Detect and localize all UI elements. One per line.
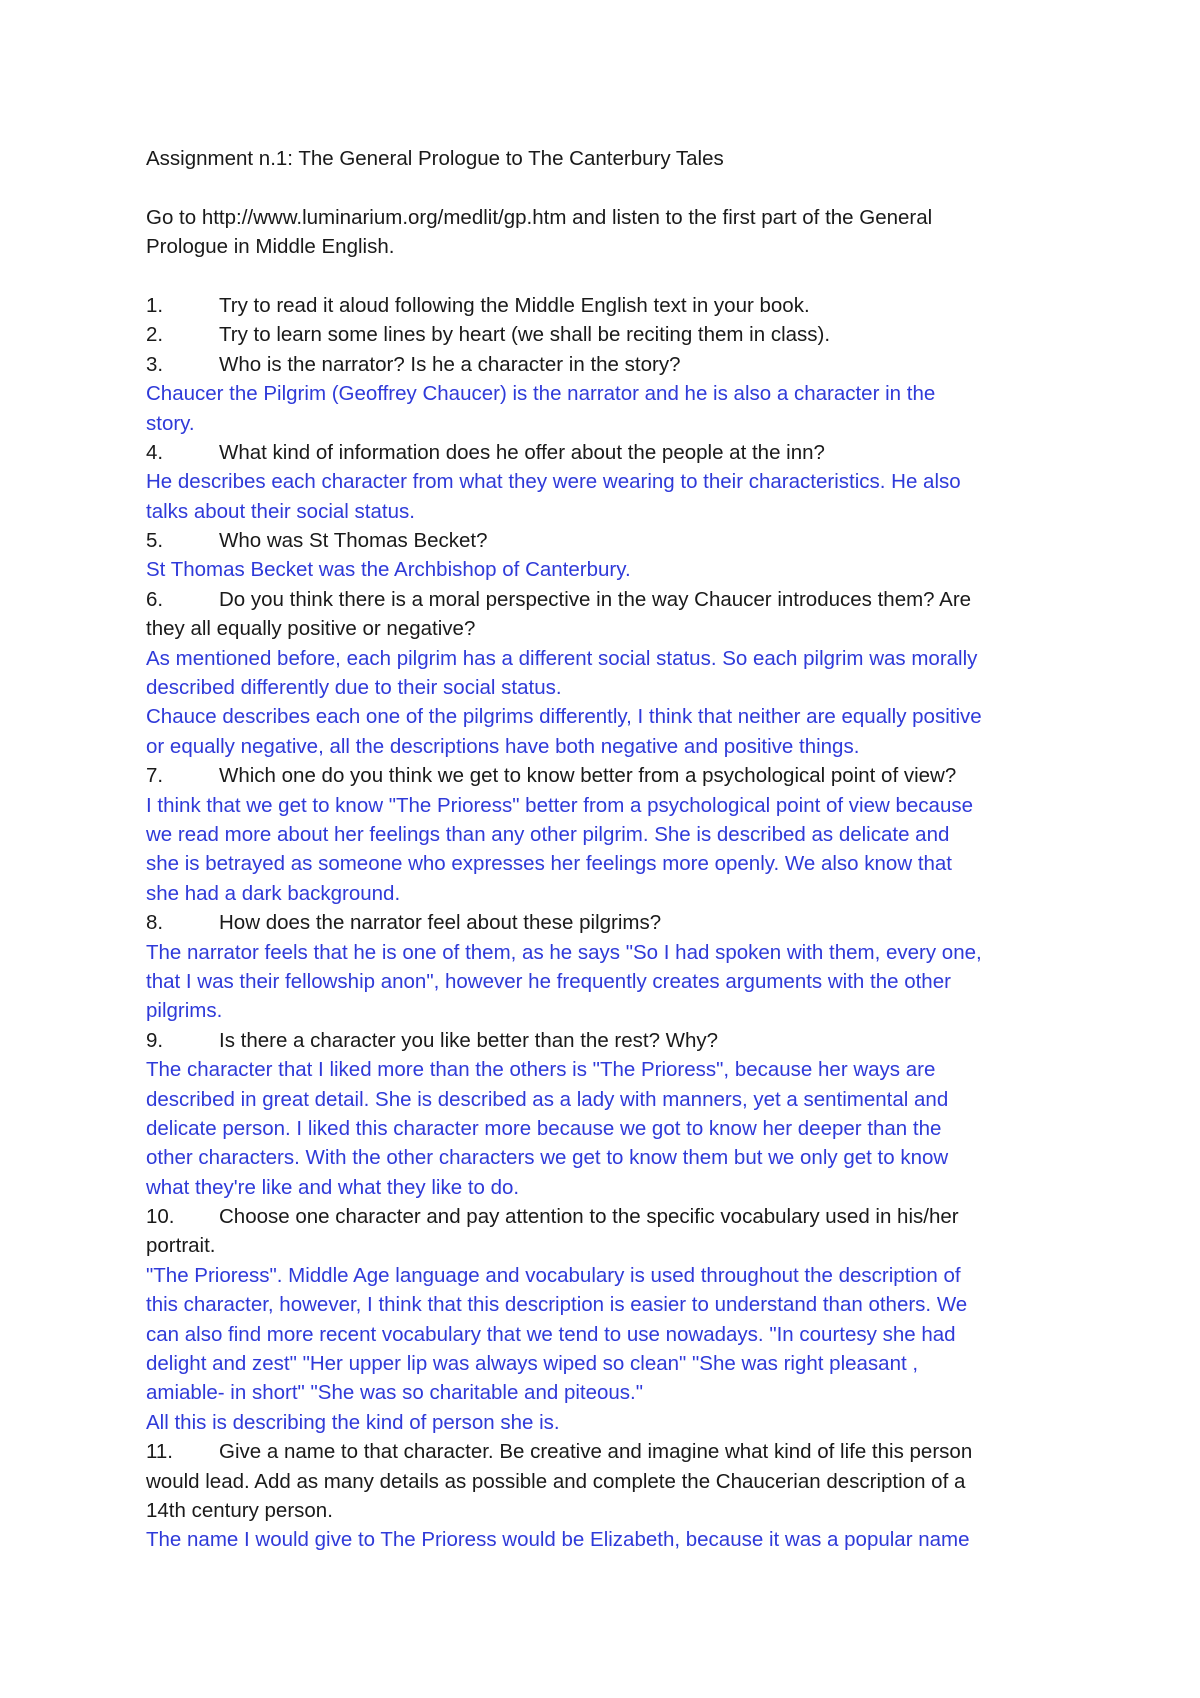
answer-line: I think that we get to know "The Prioress" better from a psychological point of view because: [146, 793, 973, 817]
answer-line: All this is describing the kind of person she is.: [146, 1410, 560, 1434]
question-text: Give a name to that character. Be creative and imagine what kind of life this person: [219, 1440, 973, 1464]
question-text: Try to read it aloud following the Middle English text in your book.: [219, 293, 810, 317]
question-number: 1.: [146, 293, 164, 317]
spacer: [146, 262, 1076, 291]
answer-line: this character, however, I think that this description is easier to understand than others. We: [146, 1293, 968, 1317]
intro-line: Prologue in Middle English.: [146, 235, 395, 259]
answer-line: she had a dark background.: [146, 881, 401, 905]
question-text: Who is the narrator? Is he a character in the story?: [219, 352, 681, 376]
question-number: 6.: [146, 587, 164, 611]
answer-line: St Thomas Becket was the Archbishop of Canterbury.: [146, 558, 631, 582]
question-line: [146, 1496, 1076, 1525]
question-line: [146, 1437, 1076, 1466]
question-line: [146, 614, 1076, 643]
answer-line: Chaucer the Pilgrim (Geoffrey Chaucer) is the narrator and he is also a character in the: [146, 382, 936, 406]
answer-line: Chauce describes each one of the pilgrims differently, I think that neither are equally positive: [146, 705, 982, 729]
document-title: Assignment n.1: The General Prologue to The Canterbury Tales: [146, 147, 724, 170]
question-number: 3.: [146, 352, 164, 376]
question-line: [146, 908, 1076, 937]
question-item: [146, 1026, 1076, 1202]
answer-line: He describes each character from what they were wearing to their characteristics. He also: [146, 470, 961, 494]
question-line: [146, 1026, 1076, 1055]
answer-line: story.: [146, 411, 195, 435]
question-text: Who was St Thomas Becket?: [219, 529, 488, 553]
question-line: [146, 1202, 1076, 1231]
answer-line: pilgrims.: [146, 999, 223, 1023]
answer-line: amiable- in short" "She was so charitable and piteous.": [146, 1381, 644, 1405]
question-number: 10.: [146, 1205, 175, 1229]
answer-line: that I was their fellowship anon", however he frequently creates arguments with the other: [146, 969, 951, 993]
answer-line: "The Prioress". Middle Age language and vocabulary is used throughout the description of: [146, 1263, 961, 1287]
answer-line: As mentioned before, each pilgrim has a different social status. So each pilgrim was morally: [146, 646, 978, 670]
question-text: they all equally positive or negative?: [146, 617, 476, 641]
question-item: [146, 1437, 1076, 1555]
answer-line: described in great detail. She is described as a lady with manners, yet a sentimental and: [146, 1087, 949, 1111]
answer-line: delight and zest" "Her upper lip was always wiped so clean" "She was right pleasant ,: [146, 1352, 919, 1376]
question-line: [146, 1467, 1076, 1496]
question-number: 9.: [146, 1028, 164, 1052]
question-item: [146, 1202, 1076, 1437]
answer-line: can also find more recent vocabulary that we tend to use nowadays. "In courtesy she had: [146, 1322, 956, 1346]
answer-line: or equally negative, all the descriptions have both negative and positive things.: [146, 734, 860, 758]
question-number: 8.: [146, 911, 164, 935]
answer-line: The character that I liked more than the others is "The Prioress", because her ways are: [146, 1058, 936, 1082]
question-line: [146, 1231, 1076, 1260]
answer-line: other characters. With the other characters we get to know them but we only get to know: [146, 1146, 949, 1170]
question-number: 11.: [146, 1440, 173, 1464]
question-line: [146, 350, 1076, 379]
question-line: [146, 761, 1076, 790]
question-text: How does the narrator feel about these pilgrims?: [219, 911, 662, 935]
question-item: [146, 526, 1076, 585]
question-item: [146, 350, 1076, 438]
question-text: Try to learn some lines by heart (we shall be reciting them in class).: [219, 323, 831, 347]
question-item: [146, 585, 1076, 761]
question-line: [146, 585, 1076, 614]
answer-line: what they're like and what they like to do.: [146, 1175, 520, 1199]
question-line: [146, 526, 1076, 555]
question-text: Do you think there is a moral perspective in the way Chaucer introduces them? Are: [219, 587, 972, 611]
question-item: [146, 908, 1076, 1026]
answer-line: The narrator feels that he is one of them, as he says "So I had spoken with them, every one,: [146, 940, 982, 964]
spacer: [146, 173, 1076, 202]
question-number: 4.: [146, 440, 164, 464]
question-text: Which one do you think we get to know better from a psychological point of view?: [219, 764, 957, 788]
question-line: [146, 291, 1076, 320]
answer-line: she is betrayed as someone who expresses her feelings more openly. We also know that: [146, 852, 953, 876]
answer-line: The name I would give to The Prioress would be Elizabeth, because it was a popular name: [146, 1528, 970, 1552]
question-text: What kind of information does he offer about the people at the inn?: [219, 440, 825, 464]
answer-line: we read more about her feelings than any other pilgrim. She is described as delicate and: [146, 822, 950, 846]
question-line: [146, 438, 1076, 467]
question-text: Is there a character you like better than the rest? Why?: [219, 1028, 719, 1052]
question-number: 2.: [146, 323, 164, 347]
question-text: portrait.: [146, 1234, 216, 1258]
answer-line: delicate person. I liked this character more because we got to know her deeper than the: [146, 1116, 942, 1140]
answer-line: talks about their social status.: [146, 499, 415, 523]
question-text: would lead. Add as many details as possible and complete the Chaucerian description of a: [146, 1469, 966, 1493]
question-text: Choose one character and pay attention to the specific vocabulary used in his/her: [219, 1205, 959, 1229]
question-item: [146, 291, 1076, 320]
document-content: [146, 144, 1076, 1555]
question-list: [146, 291, 1076, 1555]
question-item: [146, 320, 1076, 349]
question-number: 7.: [146, 764, 164, 788]
question-number: 5.: [146, 529, 164, 553]
answer-line: described differently due to their social status.: [146, 676, 562, 700]
intro-line: Go to http://www.luminarium.org/medlit/gp.htm and listen to the first part of the General: [146, 205, 933, 229]
question-item: [146, 761, 1076, 908]
intro-paragraph: [146, 203, 1076, 262]
question-line: [146, 320, 1076, 349]
question-item: [146, 438, 1076, 526]
question-text: 14th century person.: [146, 1498, 333, 1522]
